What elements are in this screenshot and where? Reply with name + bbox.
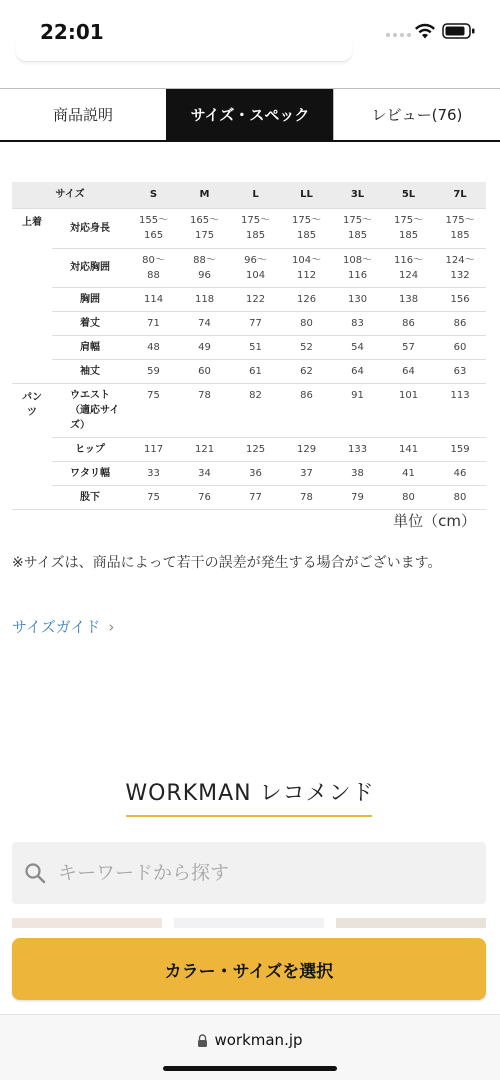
table-cell: 71 — [128, 311, 179, 335]
table-cell: 63 — [434, 359, 486, 383]
table-cell: 61 — [230, 359, 281, 383]
table-cell — [230, 248, 281, 287]
wifi-icon — [414, 22, 436, 40]
table-cell: 60 — [179, 359, 230, 383]
cell-line: 175〜 — [445, 215, 475, 226]
table-cell: 86 — [281, 383, 332, 437]
size-guide-label: サイズガイド — [12, 618, 101, 636]
cell-line: 116〜 — [393, 254, 424, 266]
url-bar[interactable] — [0, 1031, 500, 1049]
table-cell: 75 — [128, 485, 179, 509]
table-cell: 51 — [230, 335, 281, 359]
row-label: ワタリ幅 — [52, 461, 128, 485]
table-cell — [332, 248, 383, 287]
signal-icon — [386, 33, 411, 37]
table-cell: 129 — [281, 437, 332, 461]
table-cell — [128, 248, 179, 287]
url-text: workman.jp — [214, 1031, 303, 1049]
size-disclaimer: ※サイズは、商品によって若干の誤差が発生する場合がございます。 — [12, 555, 442, 571]
browser-bar — [0, 1014, 500, 1080]
size-guide-link[interactable] — [12, 616, 114, 637]
table-cell: 36 — [230, 461, 281, 485]
table-row — [12, 461, 486, 485]
label-line: ズ） — [70, 419, 90, 431]
table-cell — [230, 208, 281, 248]
group-label-top — [12, 208, 52, 383]
row-label: ヒップ — [52, 437, 128, 461]
table-cell: 38 — [332, 461, 383, 485]
size-header-label: サイズ — [12, 182, 128, 208]
table-cell — [434, 208, 486, 248]
cell-line: 80〜 — [142, 254, 165, 266]
cell-line: 88〜 — [193, 254, 216, 266]
cell-line: 96 — [198, 269, 211, 281]
size-col-header: L — [230, 182, 281, 208]
row-label: 袖丈 — [52, 359, 128, 383]
row-label — [52, 383, 128, 437]
table-cell: 77 — [230, 485, 281, 509]
tab-size-spec[interactable]: サイズ・スペック — [166, 89, 333, 140]
table-row — [12, 248, 486, 287]
cell-line: 124〜 — [445, 254, 475, 266]
label-line: （適応サイ — [70, 404, 120, 416]
table-cell: 64 — [332, 359, 383, 383]
table-cell: 86 — [434, 311, 486, 335]
size-table — [12, 182, 486, 510]
table-row — [12, 335, 486, 359]
cell-line: 104 — [245, 269, 266, 281]
cell-line: 175〜 — [291, 215, 322, 226]
table-cell — [179, 248, 230, 287]
unit-note: 単位（cm） — [393, 512, 476, 530]
table-cell — [332, 208, 383, 248]
group-text: ツ — [27, 406, 37, 418]
cell-line: 185 — [245, 230, 266, 241]
table-cell: 57 — [383, 335, 434, 359]
cell-line: 116 — [347, 269, 368, 281]
table-cell: 34 — [179, 461, 230, 485]
label-line: ウエスト — [70, 389, 110, 401]
size-col-header: S — [128, 182, 179, 208]
recommend-title: WORKMAN レコメンド — [125, 781, 375, 806]
table-row — [12, 311, 486, 335]
table-cell: 125 — [230, 437, 281, 461]
cell-line: 124 — [398, 269, 419, 281]
table-cell: 52 — [281, 335, 332, 359]
cell-line: 175〜 — [240, 215, 271, 226]
size-col-header: 3L — [332, 182, 383, 208]
size-col-header: LL — [281, 182, 332, 208]
table-cell — [281, 248, 332, 287]
cell-line: 185 — [347, 230, 368, 241]
row-label: 対応身長 — [52, 208, 128, 248]
cell-line: 185 — [450, 230, 470, 241]
table-cell — [281, 208, 332, 248]
table-cell: 117 — [128, 437, 179, 461]
cell-line: 175 — [194, 230, 215, 241]
table-cell: 126 — [281, 287, 332, 311]
table-row — [12, 485, 486, 509]
table-cell: 86 — [383, 311, 434, 335]
search-input[interactable] — [58, 862, 458, 884]
table-cell: 101 — [383, 383, 434, 437]
select-color-size-button[interactable]: カラー・サイズを選択 — [12, 938, 486, 1000]
table-cell: 60 — [434, 335, 486, 359]
table-cell: 74 — [179, 311, 230, 335]
search-icon — [24, 862, 46, 884]
table-cell: 130 — [332, 287, 383, 311]
table-cell: 49 — [179, 335, 230, 359]
table-cell: 80 — [383, 485, 434, 509]
table-cell: 48 — [128, 335, 179, 359]
tab-reviews[interactable]: レビュー(76) — [333, 89, 500, 140]
cell-line: 185 — [296, 230, 317, 241]
table-cell: 75 — [128, 383, 179, 437]
table-row — [12, 359, 486, 383]
table-cell: 76 — [179, 485, 230, 509]
table-cell: 54 — [332, 335, 383, 359]
table-cell — [383, 248, 434, 287]
cell-line: 165 — [143, 230, 164, 241]
table-row — [12, 287, 486, 311]
table-cell — [179, 208, 230, 248]
table-cell: 79 — [332, 485, 383, 509]
cell-line: 112 — [296, 269, 317, 281]
table-cell: 122 — [230, 287, 281, 311]
row-label: 対応胸囲 — [52, 248, 128, 287]
table-row — [12, 383, 486, 437]
previous-card-edge — [16, 40, 352, 62]
table-cell — [434, 248, 486, 287]
cell-line: 108〜 — [342, 254, 373, 266]
table-cell: 33 — [128, 461, 179, 485]
recommend-underline — [126, 815, 372, 817]
table-cell — [128, 208, 179, 248]
table-cell: 64 — [383, 359, 434, 383]
lock-icon — [197, 1034, 208, 1047]
table-row — [12, 208, 486, 248]
table-cell: 138 — [383, 287, 434, 311]
table-cell: 77 — [230, 311, 281, 335]
table-row — [12, 437, 486, 461]
battery-icon — [442, 22, 476, 40]
table-cell — [383, 208, 434, 248]
table-cell: 41 — [383, 461, 434, 485]
size-col-header: 5L — [383, 182, 434, 208]
table-cell: 78 — [179, 383, 230, 437]
table-cell: 59 — [128, 359, 179, 383]
table-cell: 82 — [230, 383, 281, 437]
table-cell: 121 — [179, 437, 230, 461]
cell-line: 165〜 — [189, 215, 220, 226]
table-cell: 159 — [434, 437, 486, 461]
group-text: 上着 — [22, 216, 42, 228]
cell-line: 185 — [398, 230, 419, 241]
table-cell: 114 — [128, 287, 179, 311]
table-cell: 156 — [434, 287, 486, 311]
product-tabs — [0, 88, 500, 142]
table-cell: 118 — [179, 287, 230, 311]
size-col-header: 7L — [434, 182, 486, 208]
size-col-header: M — [179, 182, 230, 208]
tab-description[interactable]: 商品説明 — [0, 89, 166, 140]
table-cell: 80 — [281, 311, 332, 335]
cell-line: 175〜 — [393, 215, 424, 226]
cell-line: 175〜 — [342, 215, 373, 226]
cell-line: 88 — [147, 269, 160, 281]
group-label-pants — [12, 383, 52, 509]
search-box[interactable] — [12, 842, 486, 904]
home-indicator[interactable] — [163, 1066, 337, 1071]
table-cell: 141 — [383, 437, 434, 461]
cell-line: 96〜 — [244, 254, 267, 266]
group-text: パン — [22, 391, 42, 403]
status-time: 22:01 — [40, 20, 104, 44]
table-cell: 80 — [434, 485, 486, 509]
table-cell: 91 — [332, 383, 383, 437]
cell-line: 132 — [450, 269, 470, 281]
size-header-row — [12, 182, 486, 208]
cta-area — [0, 928, 500, 1014]
row-label: 着丈 — [52, 311, 128, 335]
row-label: 胸囲 — [52, 287, 128, 311]
table-cell: 37 — [281, 461, 332, 485]
cell-line: 104〜 — [291, 254, 322, 266]
table-cell: 46 — [434, 461, 486, 485]
table-cell: 78 — [281, 485, 332, 509]
table-cell: 113 — [434, 383, 486, 437]
size-table-container — [12, 182, 486, 510]
table-cell: 83 — [332, 311, 383, 335]
table-cell: 133 — [332, 437, 383, 461]
row-label: 肩幅 — [52, 335, 128, 359]
cell-line: 155〜 — [138, 215, 169, 226]
row-label: 股下 — [52, 485, 128, 509]
table-cell: 62 — [281, 359, 332, 383]
chevron-right-icon: › — [108, 617, 115, 636]
